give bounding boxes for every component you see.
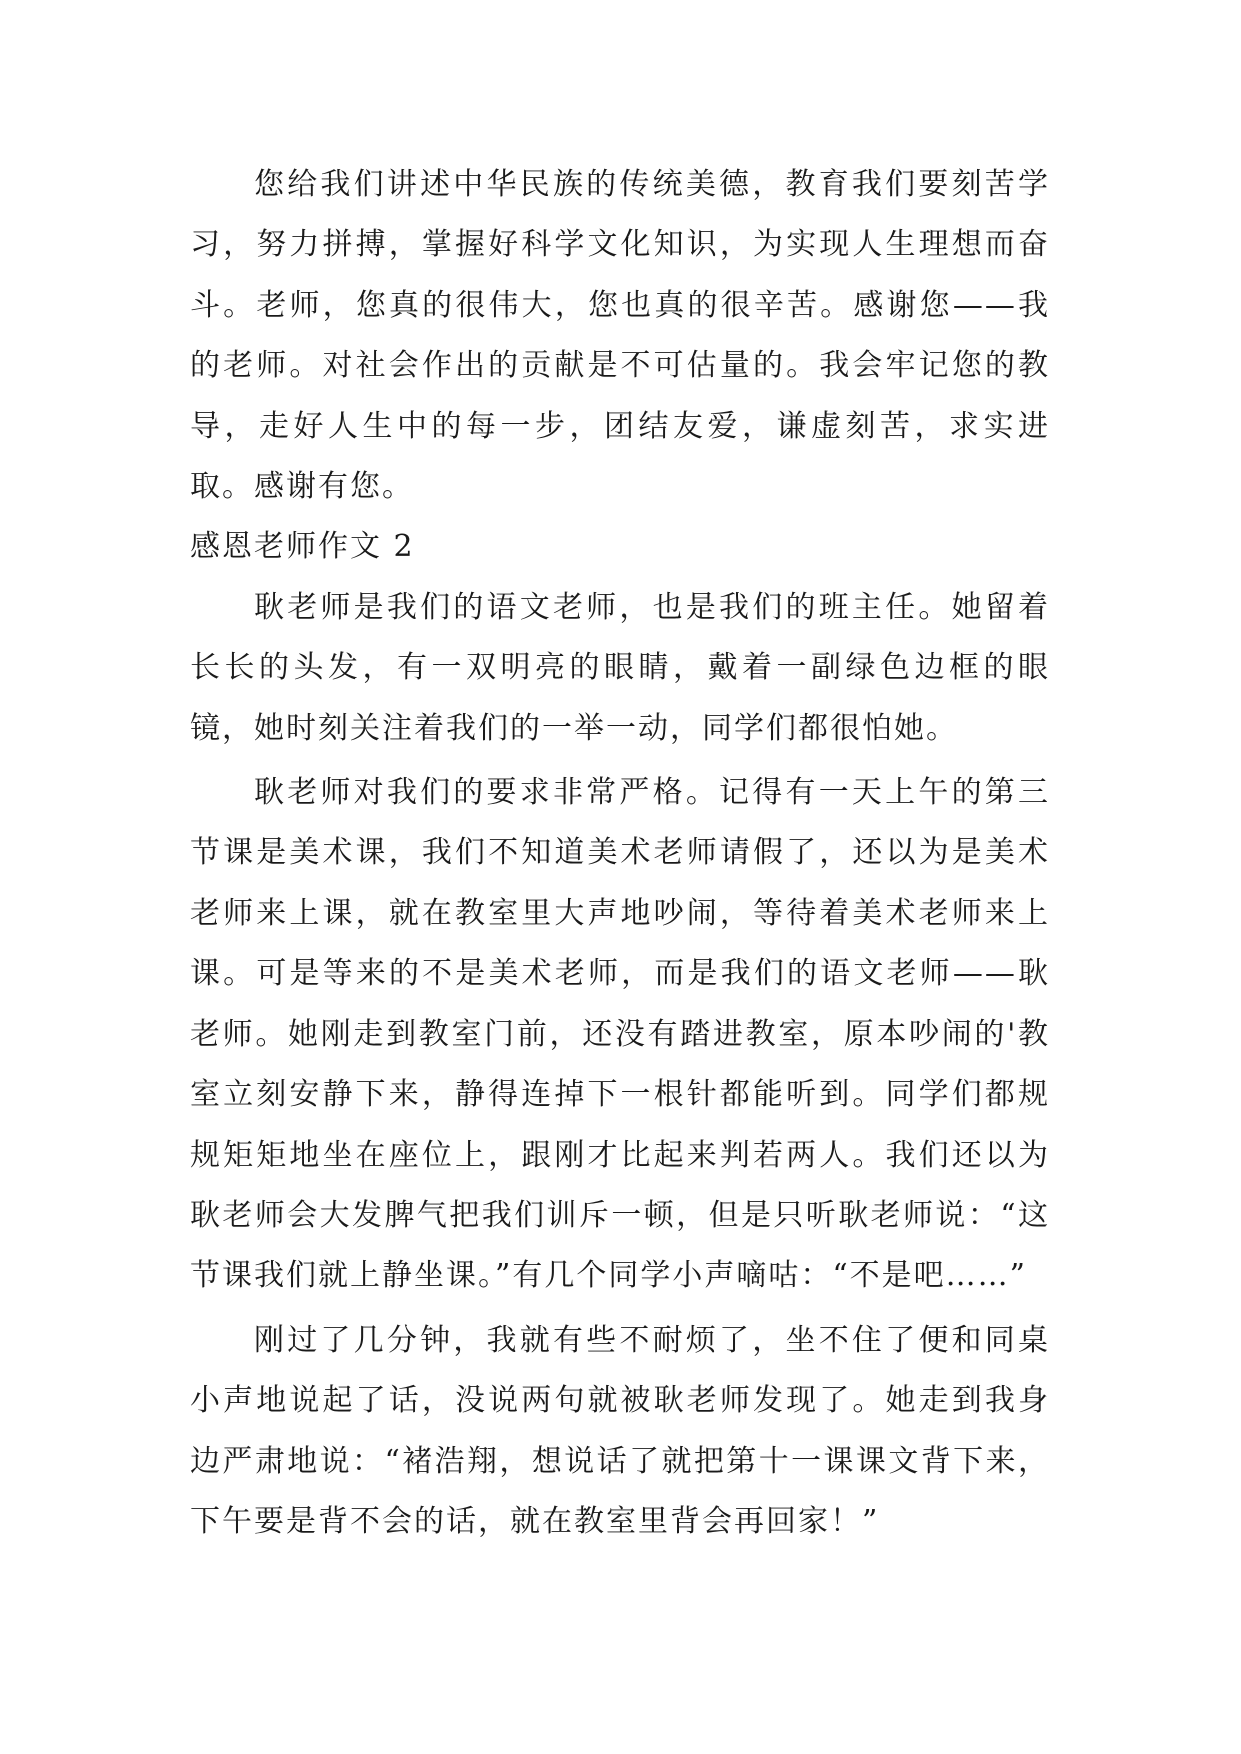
paragraph-1: 耿老师是我们的语文老师，也是我们的班主任。她留着长长的头发，有一双明亮的眼睛，戴着一副绿色边框的眼镜，她时刻关注着我们的一举一动，同学们都很怕她。 (190, 589, 1050, 746)
section-title: 感恩老师作文 2 (190, 529, 415, 565)
paragraph-2: 耿老师对我们的要求非常严格。记得有一天上午的第三节课是美术课，我们不知道美术老师请假了，还以为是美术老师来上课，就在教室里大声地吵闹，等待着美术老师来上课。可是等来的不是美术老师，而是我们的语文老师——耿老师。她刚走到教室门前，还没有踏进教室，原本吵闹的'教室立刻安静下来，静得连掉下一根针都能听到。同学们都规规矩矩地坐在座位上，跟刚才比起来判若两人。我们还以为耿老师会大发脾气把我们训斥一顿，但是只听耿老师说：“这节课我们就上静坐课。”有几个同学小声嘀咕：“不是吧……” (190, 775, 1050, 1294)
document-body (190, 155, 1050, 1552)
paragraph-3: 刚过了几分钟，我就有些不耐烦了，坐不住了便和同桌小声地说起了话，没说两句就被耿老师发现了。她走到我身边严肃地说：“褚浩翔，想说话了就把第十一课课文背下来，下午要是背不会的话，就在教室里背会再回家！” (190, 1322, 1050, 1539)
intro-paragraph: 您给我们讲述中华民族的传统美德，教育我们要刻苦学习，努力拼搏，掌握好科学文化知识，为实现人生理想而奋斗。老师，您真的很伟大，您也真的很辛苦。感谢您——我的老师。对社会作出的贡献是不可估量的。我会牢记您的教导，走好人生中的每一步，团结友爱，谦虚刻苦，求实进取。感谢有您。 (190, 167, 1050, 505)
